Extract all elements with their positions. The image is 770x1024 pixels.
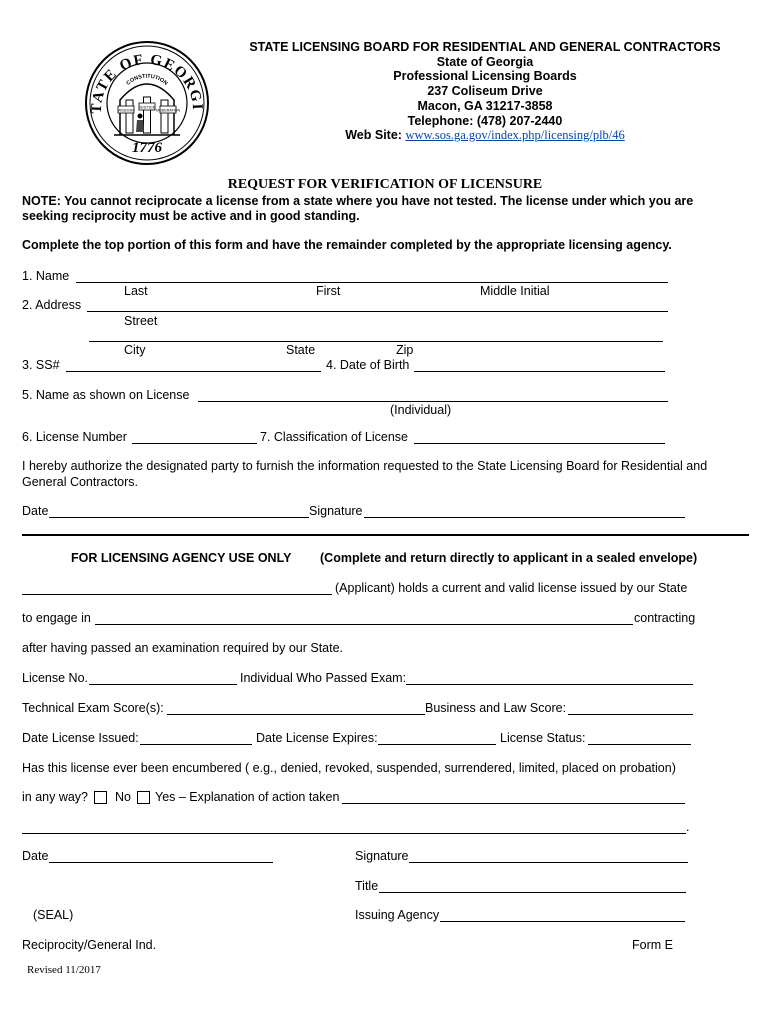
passed-exam-label: Individual Who Passed Exam: xyxy=(240,671,407,685)
city-state-zip-field[interactable] xyxy=(89,341,663,342)
engage-label: to engage in xyxy=(22,611,91,625)
dob-field[interactable] xyxy=(414,371,665,372)
exam-text: after having passed an examination required by our State. xyxy=(22,641,344,655)
status-field[interactable] xyxy=(588,744,691,745)
footer-form-id: Form E xyxy=(632,938,673,952)
name-sub-last: Last xyxy=(124,284,148,298)
board-name: STATE LICENSING BOARD FOR RESIDENTIAL AND GENERAL CONTRACTORS xyxy=(249,40,721,54)
footer-left: Reciprocity/General Ind. xyxy=(22,938,157,952)
business-score-field[interactable] xyxy=(568,714,693,715)
state-seal xyxy=(84,40,210,166)
license-number-label: 6. License Number xyxy=(22,430,127,444)
street-address: 237 Coliseum Drive xyxy=(427,84,543,99)
license-name-field[interactable] xyxy=(198,401,668,402)
telephone: Telephone: (478) 207-2440 xyxy=(407,113,563,128)
state-name: State of Georgia xyxy=(436,54,534,69)
applicant-date-field[interactable] xyxy=(49,517,309,518)
issued-label: Date License Issued: xyxy=(22,731,139,745)
encumbered-question: Has this license ever been encumbered ( e.g., denied, revoked, suspended, surrendered, limited, placed on probation) xyxy=(22,761,676,775)
dob-label: 4. Date of Birth xyxy=(326,358,410,372)
svg-text:JUSTICE: JUSTICE xyxy=(138,104,156,110)
address-label: 2. Address xyxy=(22,298,82,312)
seal-outer-text: TATE OF GEORGI xyxy=(88,51,206,114)
name-label: 1. Name xyxy=(22,269,70,283)
agency-date-label: Date xyxy=(22,849,49,863)
explanation-field-2[interactable] xyxy=(22,833,686,834)
form-title: REQUEST FOR VERIFICATION OF LICENSURE xyxy=(227,177,543,192)
applicant-holds-text: (Applicant) holds a current and valid license issued by our State xyxy=(335,581,688,595)
street-field[interactable] xyxy=(87,311,668,312)
individual-sub-label: (Individual) xyxy=(390,403,452,417)
ss-label: 3. SS# xyxy=(22,358,60,372)
applicant-date-label: Date xyxy=(22,504,49,518)
license-no-field[interactable] xyxy=(89,684,237,685)
name-field[interactable] xyxy=(76,282,668,283)
department-name: Professional Licensing Boards xyxy=(393,69,577,84)
explanation-field[interactable] xyxy=(342,803,685,804)
website-link[interactable]: www.sos.ga.gov/index.php/licensing/plb/46 xyxy=(405,128,625,143)
section-divider xyxy=(22,534,749,536)
city-sub-label: City xyxy=(124,343,146,357)
name-sub-first: First xyxy=(316,284,341,298)
issuing-agency-field[interactable] xyxy=(440,921,685,922)
agency-title-label: Title xyxy=(355,879,379,893)
agency-signature-field[interactable] xyxy=(409,862,688,863)
svg-text:MODERATION: MODERATION xyxy=(155,108,181,113)
svg-text:CONSTITUTION: CONSTITUTION xyxy=(125,73,169,87)
applicant-signature-field[interactable] xyxy=(364,517,685,518)
agency-heading-note: (Complete and return directly to applicant in a sealed envelope) xyxy=(320,551,698,565)
no-label: No xyxy=(115,790,131,804)
authorization-text: I hereby authorize the designated party to furnish the information requested to the State Licensing Board for Residential and General Contractors. xyxy=(22,459,708,489)
website-line xyxy=(200,128,770,143)
expires-label: Date License Expires: xyxy=(256,731,378,745)
yes-checkbox[interactable] xyxy=(137,791,150,804)
license-name-label: 5. Name as shown on License xyxy=(22,388,190,402)
revised-date: Revised 11/2017 xyxy=(27,964,101,976)
classification-label: 7. Classification of License xyxy=(260,430,408,444)
note-text: NOTE: You cannot reciprocate a license from a state where you have not tested. The license under which you are seeking reciprocity must be active and in good standing. xyxy=(22,194,694,224)
agency-date-field[interactable] xyxy=(49,862,273,863)
state-sub-label: State xyxy=(286,343,316,357)
street-sub-label: Street xyxy=(124,314,158,328)
issued-field[interactable] xyxy=(140,744,252,745)
agency-heading: FOR LICENSING AGENCY USE ONLY xyxy=(71,551,292,565)
explanation-period: . xyxy=(686,820,690,834)
applicant-name-field[interactable] xyxy=(22,594,332,595)
zip-sub-label: Zip xyxy=(396,343,414,357)
classification-field[interactable] xyxy=(414,443,665,444)
license-no-label: License No. xyxy=(22,671,89,685)
tech-score-field[interactable] xyxy=(167,714,425,715)
agency-signature-label: Signature xyxy=(355,849,409,863)
no-checkbox[interactable] xyxy=(94,791,107,804)
seal-year: 1776 xyxy=(132,140,162,156)
applicant-signature-label: Signature xyxy=(309,504,363,518)
ss-field[interactable] xyxy=(66,371,321,372)
instruction-text: Complete the top portion of this form and have the remainder completed by the appropriate licensing agency. xyxy=(22,238,672,252)
city-address: Macon, GA 31217-3858 xyxy=(417,98,553,113)
engage-field[interactable] xyxy=(95,624,633,625)
tech-score-label: Technical Exam Score(s): xyxy=(22,701,164,715)
business-score-label: Business and Law Score: xyxy=(425,701,567,715)
in-any-way-label: in any way? xyxy=(22,790,89,804)
license-number-field[interactable] xyxy=(132,443,257,444)
agency-title-field[interactable] xyxy=(379,892,686,893)
issuing-agency-label: Issuing Agency xyxy=(355,908,440,922)
yes-label: Yes – Explanation of action taken xyxy=(155,790,340,804)
contracting-label: contracting xyxy=(634,611,696,625)
status-label: License Status: xyxy=(500,731,586,745)
website-label: Web Site: xyxy=(345,128,402,143)
expires-field[interactable] xyxy=(378,744,496,745)
svg-text:WISDOM: WISDOM xyxy=(117,107,135,113)
name-sub-middle: Middle Initial xyxy=(480,284,550,298)
letterhead xyxy=(200,40,770,143)
passed-exam-field[interactable] xyxy=(406,684,693,685)
seal-label: (SEAL) xyxy=(33,908,74,922)
